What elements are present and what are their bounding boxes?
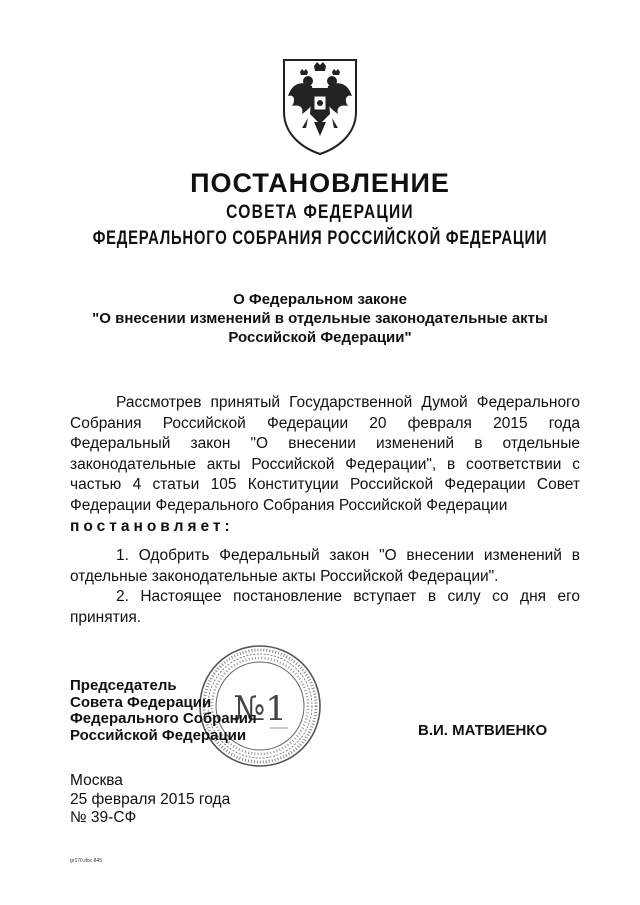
city: Москва [70, 772, 123, 789]
signer-name: В.И. МАТВИЕНКО [418, 722, 548, 739]
resolution-items [70, 546, 580, 628]
resolution-item-2: 2. Настоящее постановление вступает в силу со дня его принятия. [70, 588, 580, 626]
issuer-line-1: СОВЕТА ФЕДЕРАЦИИ [226, 202, 414, 223]
subject-line-1: О Федеральном законе [233, 291, 407, 308]
signer-position-line-2: Совета Федерации [70, 693, 212, 711]
date: 25 февраля 2015 года [70, 790, 231, 808]
signer-position-line-4: Российской Федерации [70, 726, 247, 744]
issuer-line-2: ФЕДЕРАЛЬНОГО СОБРАНИЯ РОССИЙСКОЙ ФЕДЕРАЦИИ [92, 228, 548, 249]
resolves-word: постановляет: [70, 517, 234, 535]
signer-position-line-1: Председатель [70, 677, 177, 694]
place-and-date [70, 772, 230, 828]
document-number: № 39-СФ [70, 809, 137, 826]
preamble-text: Рассмотрев принятый Государственной Думой Федерального Собрания Российской Федерации 20 февраля 2015 года Федеральный закон "О внесении изменений в отдельные законодательные акты Российской Федерации", в соответствии с частью 4 статьи 105 Конституции Российской Федерации Совет Федерации Федерального Собрания Российской Федерации [70, 394, 580, 514]
document-subject [0, 290, 640, 347]
file-reference: gr170.doc 845 [70, 858, 102, 864]
subject-line-2: "О внесении изменений в отдельные законодательные акты [92, 310, 548, 327]
preamble [70, 393, 580, 537]
document-title: ПОСТАНОВЛЕНИЕ [190, 168, 450, 198]
seal-number: №1 [233, 689, 287, 729]
resolution-item-1: 1. Одобрить Федеральный закон "О внесении изменений в отдельные законодательные акты Российской Федерации". [70, 547, 580, 585]
signer-position-line-3: Федерального Собрания [70, 710, 257, 727]
signer-position [70, 678, 257, 744]
subject-line-3: Российской Федерации" [228, 329, 412, 346]
coat-of-arms-icon [270, 56, 370, 156]
